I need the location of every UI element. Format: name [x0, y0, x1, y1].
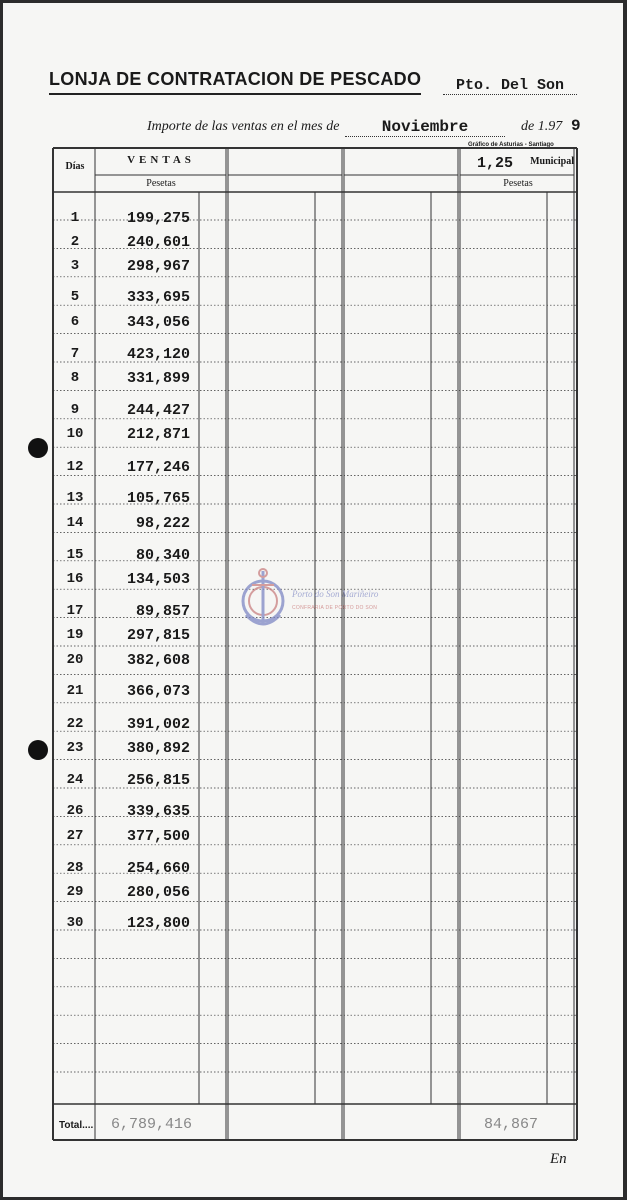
amount-cell: 256,815 — [126, 772, 190, 789]
amount-cell: 134,503 — [126, 571, 190, 588]
amount-cell: 254,660 — [126, 860, 190, 877]
day-cell: 12 — [66, 459, 84, 475]
amount-cell: 297,815 — [126, 627, 190, 644]
day-cell: 15 — [66, 547, 84, 563]
day-cell: 13 — [66, 490, 84, 506]
day-cell: 7 — [70, 346, 80, 362]
day-cell: 20 — [66, 652, 84, 668]
header-ventas-pesetas: Pesetas — [146, 178, 176, 189]
header-municipal-pesetas: Pesetas — [503, 178, 533, 189]
day-cell: 26 — [66, 803, 84, 819]
amount-cell: 423,120 — [126, 346, 190, 363]
footer-text: En — [550, 1151, 567, 1167]
day-cell: 21 — [66, 683, 84, 699]
day-cell: 28 — [66, 860, 84, 876]
day-cell: 3 — [70, 258, 80, 274]
amount-cell: 380,892 — [126, 740, 190, 757]
day-cell: 30 — [66, 915, 84, 931]
total-label: Total.... — [59, 1120, 94, 1131]
year-label: de 1.97 — [521, 119, 563, 134]
day-cell: 5 — [70, 289, 80, 305]
day-cell: 16 — [66, 571, 84, 587]
document-title: LONJA DE CONTRATACION DE PESCADO — [49, 69, 421, 95]
amount-cell: 339,635 — [126, 803, 190, 820]
day-cell: 6 — [70, 314, 80, 330]
amount-cell: 331,899 — [126, 370, 190, 387]
watermark-line1: Porto do Son Mariñeiro — [292, 589, 379, 599]
anchor-icon — [236, 563, 290, 635]
amount-cell: 199,275 — [126, 210, 190, 227]
punch-hole — [28, 740, 48, 760]
amount-cell: 391,002 — [126, 716, 190, 733]
amount-cell: 212,871 — [126, 426, 190, 443]
day-cell: 29 — [66, 884, 84, 900]
watermark-line2: CONFRARIA DE PORTO DO SON — [292, 605, 378, 611]
amount-cell: 377,500 — [126, 828, 190, 845]
day-cell: 19 — [66, 627, 84, 643]
port-name: Pto. Del Son — [443, 77, 577, 95]
amount-cell: 98,222 — [135, 515, 190, 532]
total-ventas: 6,789,416 — [110, 1116, 192, 1133]
amount-cell: 343,056 — [126, 314, 190, 331]
day-cell: 27 — [66, 828, 84, 844]
amount-cell: 80,340 — [135, 547, 190, 564]
header-ventas: VENTAS — [127, 154, 195, 166]
amount-cell: 280,056 — [126, 884, 190, 901]
year-digit: 9 — [571, 117, 581, 135]
amount-cell: 333,695 — [126, 289, 190, 306]
day-cell: 2 — [70, 234, 80, 250]
day-cell: 1 — [70, 210, 80, 226]
confraria-watermark — [236, 563, 406, 635]
amount-cell: 123,800 — [126, 915, 190, 932]
import-label: Importe de las ventas en el mes de — [147, 119, 340, 134]
day-cell: 22 — [66, 716, 84, 732]
total-municipal: 84,867 — [483, 1116, 538, 1133]
header-dias: Días — [65, 161, 85, 172]
printer-credit: Gráfico de Asturias - Santiago — [468, 142, 554, 148]
amount-cell: 89,857 — [135, 603, 190, 620]
day-cell: 24 — [66, 772, 84, 788]
amount-cell: 105,765 — [126, 490, 190, 507]
amount-cell: 240,601 — [126, 234, 190, 251]
day-cell: 23 — [66, 740, 84, 756]
amount-cell: 366,073 — [126, 683, 190, 700]
amount-cell: 382,608 — [126, 652, 190, 669]
day-cell: 9 — [70, 402, 80, 418]
day-cell: 10 — [66, 426, 84, 442]
header-municipal: Municipal — [530, 156, 574, 167]
month-field: Noviembre — [345, 118, 505, 137]
amount-cell: 244,427 — [126, 402, 190, 419]
day-cell: 17 — [66, 603, 84, 619]
amount-cell: 177,246 — [126, 459, 190, 476]
punch-hole — [28, 438, 48, 458]
day-cell: 14 — [66, 515, 84, 531]
amount-cell: 298,967 — [126, 258, 190, 275]
municipal-rate: 1,25 — [477, 155, 514, 172]
day-cell: 8 — [70, 370, 80, 386]
